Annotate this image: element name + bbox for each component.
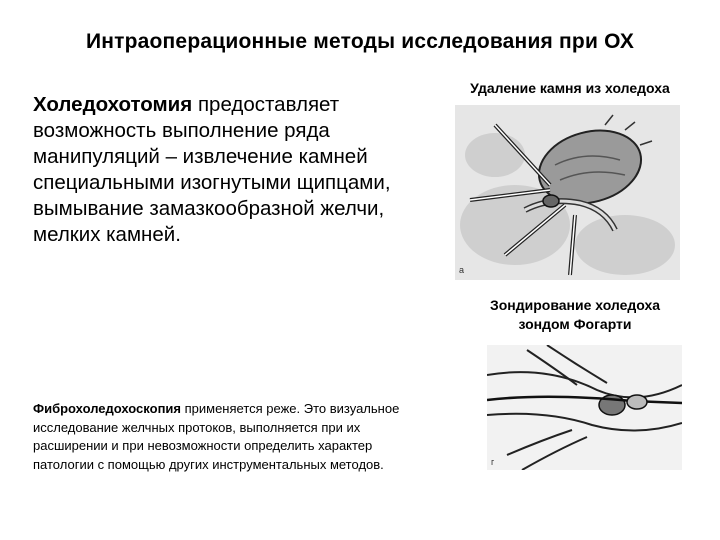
choledochotomy-term: Холедохотомия: [33, 93, 193, 116]
figure1-caption: Удаление камня из холедоха: [470, 80, 670, 96]
fiberscopy-text: применяется реже. Это визуальное исследование желчных протоков, выполняется при их расширении и при невозможности определить характер патологии с помощью других инструментальных методов.: [33, 401, 400, 472]
fiberscopy-paragraph: [33, 400, 418, 474]
choledochotomy-paragraph: [33, 92, 403, 248]
stone-removal-illustration: [455, 105, 680, 280]
figure2-label: г: [491, 457, 495, 467]
figure2-caption-line1: Зондирование холедоха: [489, 297, 661, 313]
figure1-label: а: [459, 265, 465, 275]
fiberscopy-term: Фиброхоледохоскопия: [33, 401, 181, 416]
figure2-caption: [450, 296, 700, 334]
figure2-caption-line2: зондом Фогарти: [518, 316, 632, 332]
choledochotomy-text: предоставляет возможность выполнение ряда манипуляций – извлечение камней специальными изогнутыми щипцами, вымывание замазкообразной желчи, мелких камней.: [33, 93, 391, 246]
fogarty-probe-illustration: [487, 345, 682, 470]
slide-title: Интраоперационные методы исследования при ОХ: [85, 30, 635, 53]
